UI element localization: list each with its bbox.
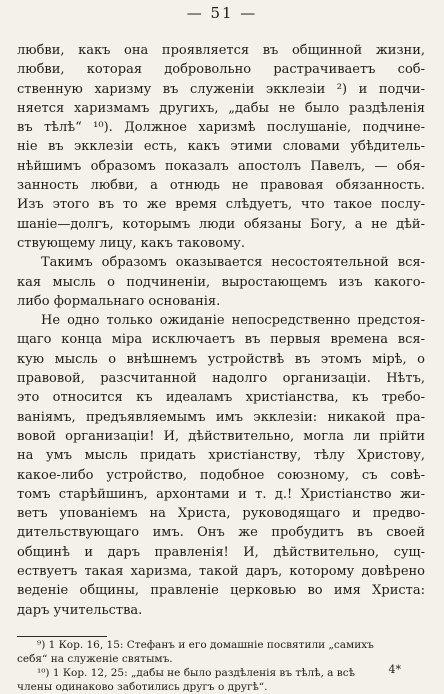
page-number: — 51 — <box>186 4 258 22</box>
footnote-line: ¹⁰) 1 Кор. 12, 25: „дабы не было раздѣленія въ тѣлѣ, а всѣ <box>37 667 355 679</box>
text-line: веденіе общины, правленіе церковью во имя Христа: <box>17 583 425 599</box>
paragraph-2 <box>17 253 425 311</box>
text-line: кая мысль о подчиненіи, выростающемъ изъ какого- <box>17 274 425 290</box>
paragraph-1 <box>17 41 425 253</box>
text-line: томъ старѣйшинъ, архонтами и т. д.! Христіанство жи- <box>17 486 425 502</box>
text-line: занность любви, а отнюдь не правовая обязанность. <box>17 178 425 194</box>
body-text <box>17 41 425 620</box>
text-line: общинѣ и даръ правленія! И, дѣйствительно, сущ- <box>17 544 425 560</box>
text-line: даръ учительства. <box>17 602 143 618</box>
text-line: няется харизмамъ другихъ, „дабы не было раздѣленія <box>17 100 425 116</box>
text-line: вовой организаціи! И, дѣйствительно, могла ли прійти <box>17 428 425 444</box>
paragraph-3 <box>17 311 425 620</box>
printer-signature: 4* <box>388 663 401 676</box>
text-line: Не одно только ожиданіе непосредственно предстоя- <box>41 313 425 329</box>
text-line: ственную харизму въ служеніи экклезіи ²) и подчи- <box>17 81 425 97</box>
footnote-line: члены одинаково заботились другъ о другѣ“. <box>17 681 268 693</box>
footnote-line: себя“ на служеніе святымъ. <box>17 653 173 665</box>
footnote-divider <box>17 636 107 637</box>
text-line: въ тѣлѣ“ ¹⁰). Должное харизмѣ послушаніе, подчине- <box>17 120 425 136</box>
text-line: любви, какъ она проявляется въ общинной жизни, <box>17 43 425 58</box>
text-line: ветъ упованіемъ на Христа, руководящаго и предво- <box>17 506 425 522</box>
footnote-line: ⁹) 1 Кор. 16, 15: Стефанъ и его домашніе посвятили „самихъ <box>37 639 374 651</box>
footnote-9 <box>17 638 425 666</box>
text-line: дительствующаго имъ. Онъ же пробудитъ въ своей <box>17 525 425 541</box>
text-line: любви, которая добровольно растрачиваетъ соб- <box>17 62 425 78</box>
text-line: либо формальнаго основанія. <box>17 293 221 309</box>
text-line: нѣйшимъ образомъ показалъ апостолъ Павелъ, — обя- <box>17 158 425 174</box>
text-line: это относится къ идеаламъ христіанства, къ требо- <box>17 390 425 406</box>
footnotes <box>17 638 425 694</box>
text-line: на умъ мысль придать христіанству, тѣлу Христову, <box>17 448 425 464</box>
text-line: какое-либо устройство, подобное союзному, съ совѣ- <box>17 467 425 483</box>
text-line: щаго конца міра исключаетъ въ первыя времена вся- <box>17 332 425 348</box>
text-line: ваніямъ, предъявляемымъ имъ экклезіи: никакой пра- <box>17 409 425 425</box>
text-line: Такимъ образомъ оказывается несостоятельной вся- <box>41 255 425 271</box>
text-line: ствующему лицу, какъ таковому. <box>17 235 245 251</box>
text-line: кую мысль о внѣшнемъ устройствѣ въ этомъ мірѣ, о <box>17 351 425 367</box>
text-line: Изъ этого въ то же время слѣдуетъ, что такое послу- <box>17 197 425 213</box>
text-line: ніе въ экклезіи есть, какъ этими словами убѣдитель- <box>17 139 425 155</box>
text-line: шаніе—долгъ, которымъ люди обязаны Богу, а не дѣй- <box>17 216 425 232</box>
text-line: правовой, разсчитанной надолго организаціи. Нѣтъ, <box>17 371 425 387</box>
footnote-10 <box>17 666 425 694</box>
text-line: ествуетъ такая харизма, такой даръ, которому довѣрено <box>17 564 425 580</box>
